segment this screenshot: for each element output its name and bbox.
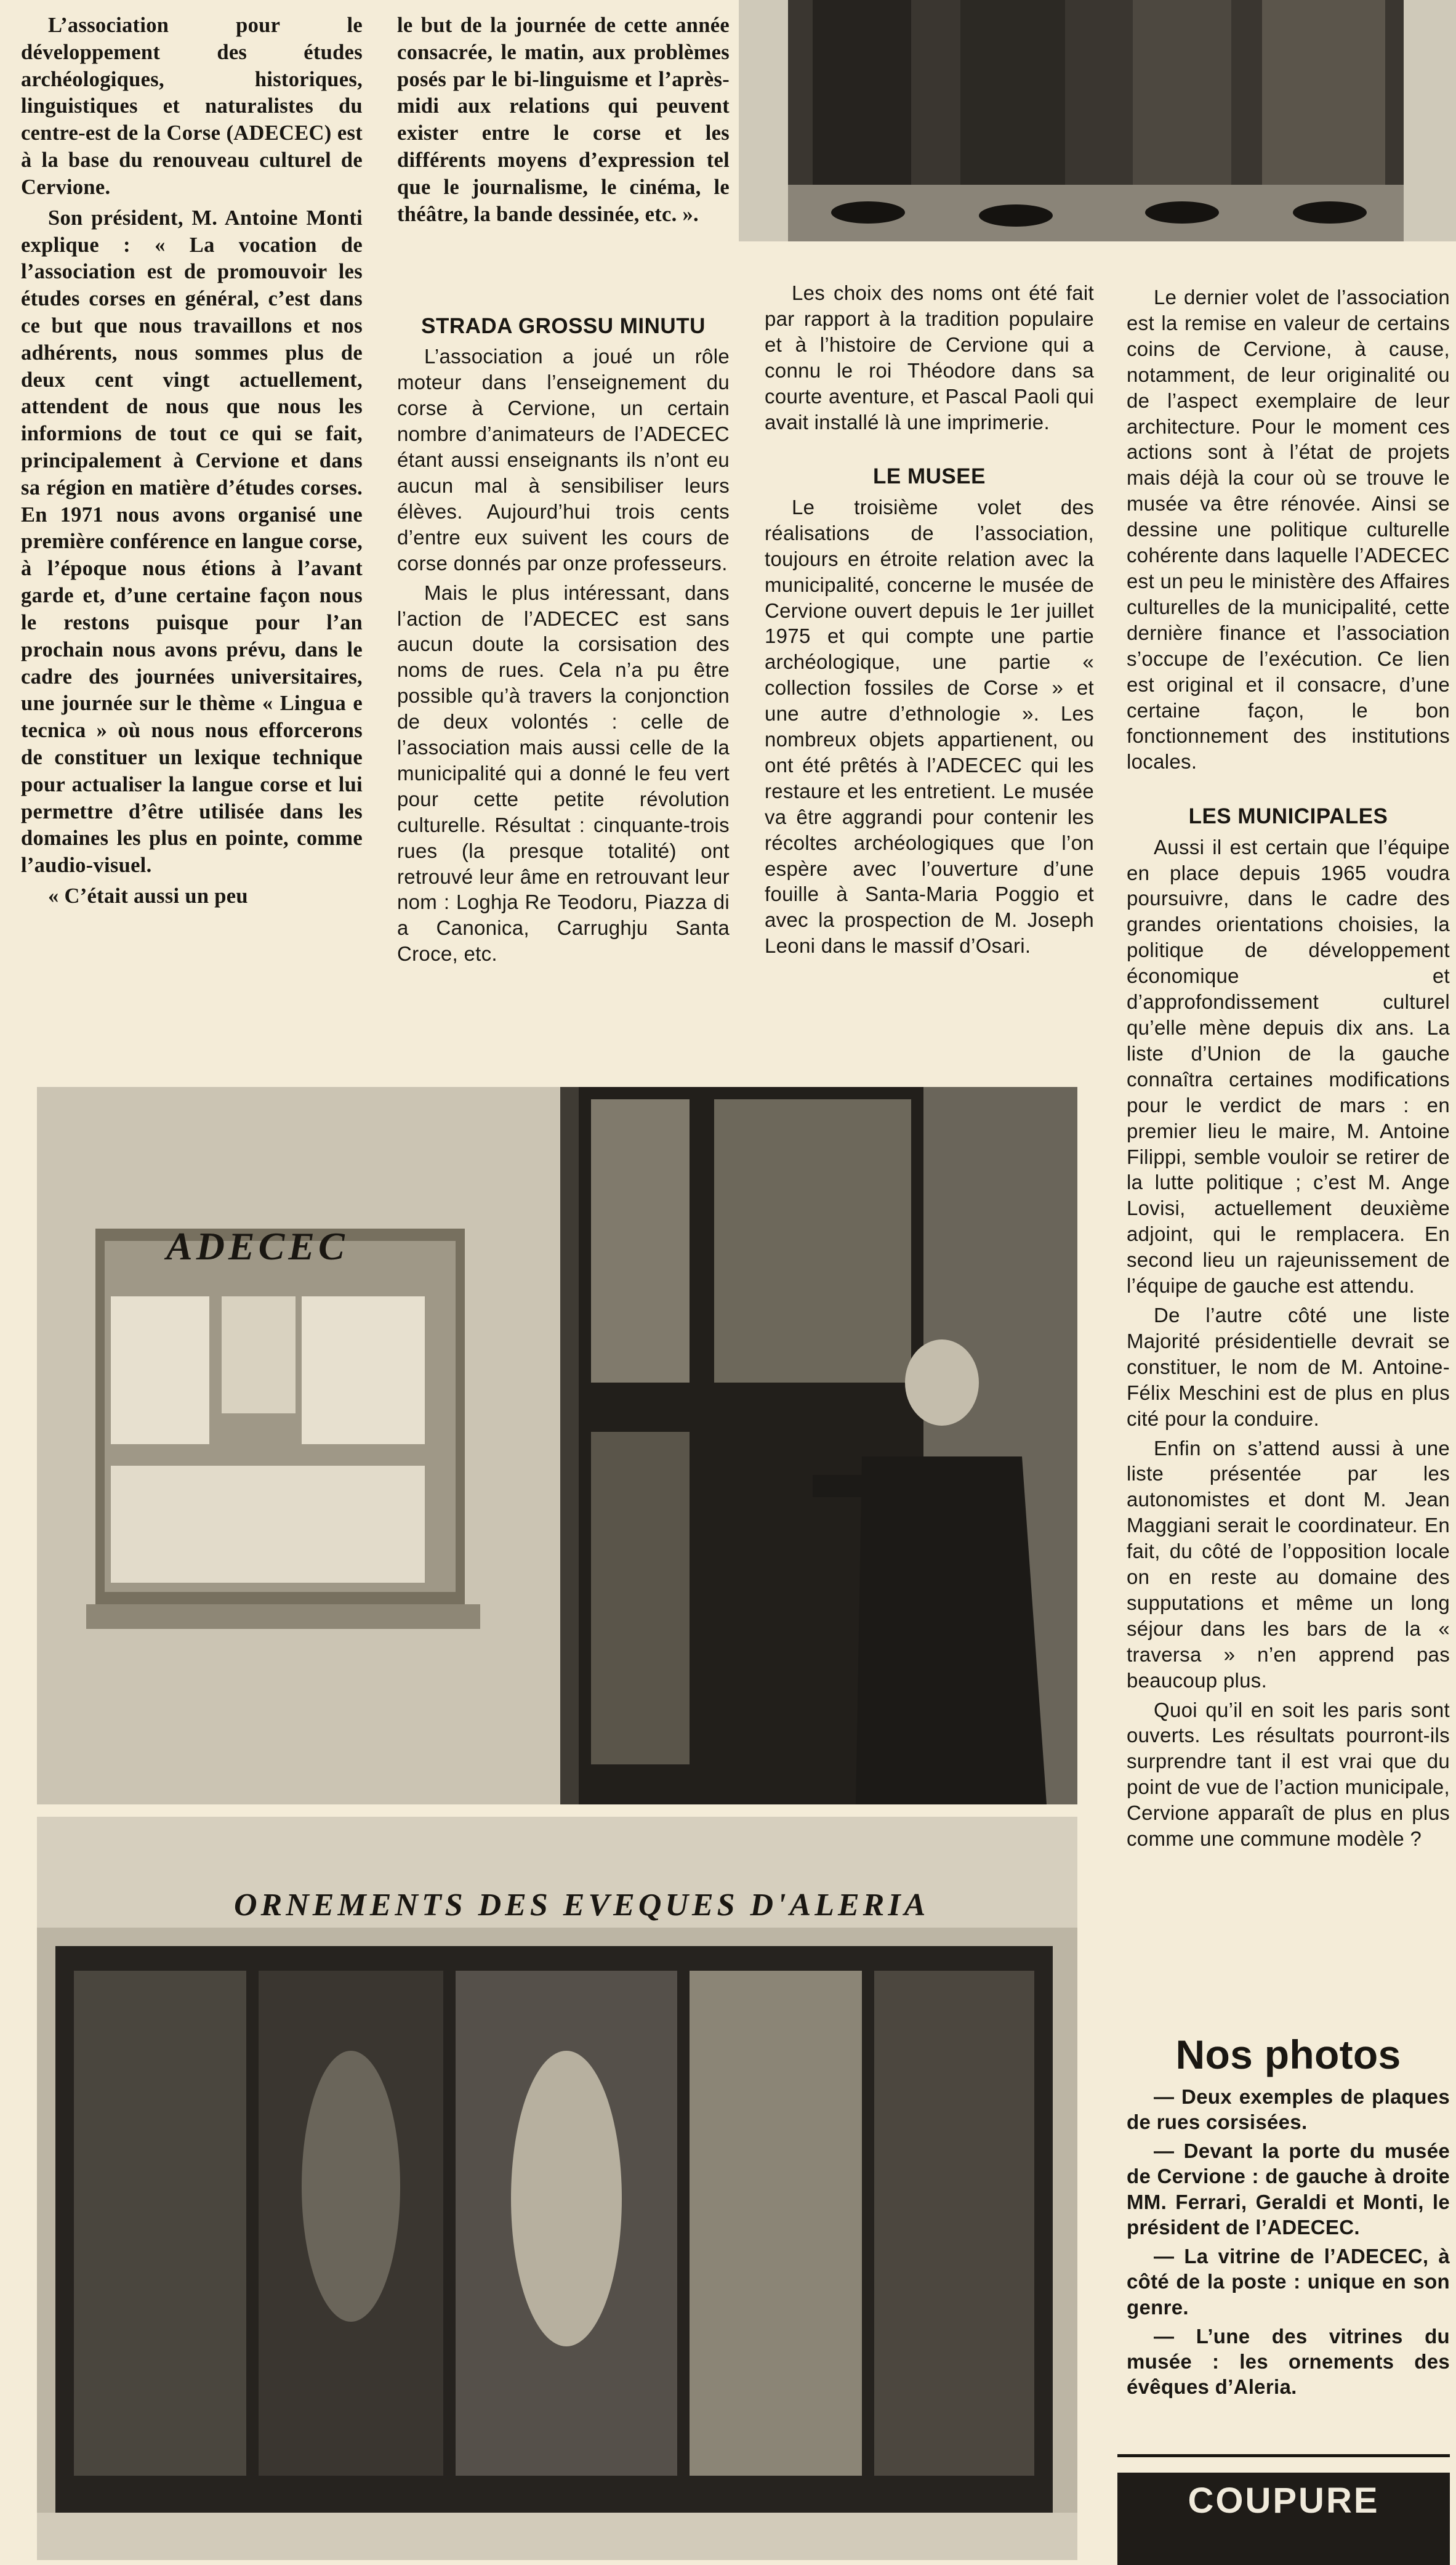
photo-adecec-display-and-door (37, 1087, 1077, 1804)
coupure-stamp: COUPURE (1117, 2473, 1450, 2565)
paragraph: Mais le plus intéressant, dans l’action de l’ADECEC est sans aucun doute la corsisation des noms de rues. Cela n’a pu être possible qu’à travers la conjonction de deux volontés : celle de l’association mais aussi celle de la municipalité qui a donné le feu vert pour cette petite révolution culturelle. Résultat : cinquante-trois rues (la presque totalité) ont retrouvé leur âme en retrouvant leur nom : Loghja Re Teodoru, Piazza di a Canonica, Carrughju Santa Croce, etc. (397, 581, 730, 966)
caption: — La vitrine de l’ADECEC, à côté de la poste : unique en son genre. (1127, 2245, 1450, 2319)
photo-vitrine-image (37, 1817, 1077, 2560)
photo-sign-adecec: ADECEC (166, 1224, 348, 1268)
section-heading-strada: STRADA GROSSU MINUTU (421, 314, 706, 338)
paragraph: Enfin on s’attend aussi à une liste présentée par les autonomistes et dont M. Jean Maggiani serait le coordinateur. En fait, du côté de l’opposition locale on en reste au domaine des supputations et même un long séjour dans les bars de la « traversa » n’en apprend pas beaucoup plus. (1127, 1436, 1450, 1692)
caption: — Devant la porte du musée de Cervione : de gauche à droite MM. Ferrari, Geraldi et Monti, le président de l’ADECEC. (1127, 2139, 1450, 2239)
section-heading-municipales: LES MUNICIPALES (1188, 804, 1388, 829)
paragraph: « C’était aussi un peu (48, 884, 248, 908)
caption: — Deux exemples de plaques de rues corsisées. (1127, 2085, 1450, 2133)
section-heading-musee: LE MUSEE (873, 464, 986, 489)
caption-divider (1117, 2454, 1450, 2457)
paragraph: Son président, M. Antoine Monti explique : « La vocation de l’association est de promouvoir les études corses en général, c’est dans ce but que nous travaillons et nos adhérents, nous sommes plus de deux cent vingt actuellement, attendent de nous que nous les informions de tout ce qui se fait, principalement à Cervione et dans sa région en matière d’études corses. En 1971 nous avons organisé une première conférence en langue corse, à l’époque nous étions à l’avant garde et, d’une certaine façon nous le restons puisque pour l’an prochain nous avons prévu, dans le cadre des journées universitaires, une journée sur le thème « Lingua e tecnica » où nous nous efforcerons de constituer un lexique technique pour actualiser la langue corse et lui permettre d’être utilisée dans les domaines les plus en pointe, comme l’audio-visuel. (21, 206, 363, 878)
photo-museum-vitrine (37, 1817, 1077, 2560)
caption: — L’une des vitrines du musée : les ornements des évêques d’Aleria. (1127, 2324, 1450, 2399)
photo-sign-vitrine: ORNEMENTS DES EVEQUES D'ALERIA (234, 1888, 930, 1923)
article-column-2-intro (397, 12, 730, 232)
paragraph: De l’autre côté une liste Majorité présidentielle devrait se constituer, le nom de M. Antoine-Félix Meschini est de plus en plus cité pour la conduire. (1127, 1303, 1450, 1430)
paragraph: Aussi il est certain que l’équipe en place depuis 1965 voudra poursuivre, dans le cadre des grandes orientations choisies, la politique de développement économique et d’approfondissement culturel qu’elle mène depuis dix ans. La liste d’Union de la gauche connaîtra certaines modifications pour le verdict de mars : en premier lieu le maire, M. Antoine Filippi, semble vouloir se retirer de la lutte politique ; c’est M. Ange Lovisi, actuellement deuxième adjoint, qui le remplacera. En second lieu un rajeunissement de l’équipe de gauche est attendu. (1127, 835, 1450, 1298)
paragraph: Le troisième volet des réalisations de l’association, toujours en étroite relation avec la municipalité, concerne le musée de Cervione ouvert depuis le 1er juillet 1975 et qui compte une partie archéologique, une partie « collection fossiles de Corse » et une autre d’ethnologie ». Les nombreux objets appartienent, ou ont été prêtés à l’ADECEC qui les restaure et les entretient. Le musée va être aggrandi pour contenir les récoltes archéologiques que l’on espère avec l’ouverture d’une fouille à Santa-Maria Poggio et avec la prospection de M. Joseph Leoni dans le massif d’Osari. (765, 495, 1094, 958)
photo-captions (1127, 2029, 1450, 2404)
photos-heading: Nos photos (1175, 2032, 1401, 2077)
paragraph: L’association pour le développement des études archéologiques, historiques, linguistiques et naturalistes du centre-est de la Corse (ADECEC) est à la base du renouveau culturel de Cervione. (21, 14, 363, 199)
paragraph: Quoi qu’il en soit les paris sont ouverts. Les résultats pourront-ils surprendre tant il est vrai que du point de vue de l’action municipale, Cervione apparaît de plus en plus comme une commune modèle ? (1127, 1698, 1450, 1851)
paragraph: Le dernier volet de l’association est la remise en valeur de certains coins de Cervione, à cause, notamment, de leur originalité ou de l’aspect exemplaire de leur architecture. Pour le moment ces actions sont à l’état de projets mais déjà la cour où se trouve le musée va être rénovée. Ainsi se dessine une politique culturelle cohérente dans laquelle l’ADECEC est un peu le ministère des Affaires culturelles de la municipalité, cette dernière finance et l’association s’occupe de l’exécution. Ce lien est original et il consacre, d’une certaine façon, le bon fonctionnement des institutions locales. (1127, 286, 1450, 774)
paragraph: le but de la journée de cette année consacrée, le matin, aux problèmes posés par le bi-linguisme et l’après-midi aux relations qui peuvent exister entre le corse et les différents moyens d’expression tel que le journalisme, le cinéma, le théâtre, la bande dessinée, etc. ». (397, 14, 730, 226)
photo-people-feet-image (739, 0, 1456, 241)
article-column-1 (21, 12, 363, 914)
paragraph: Les choix des noms ont été fait par rapport à la tradition populaire et à l’histoire de Cervione qui a connu le roi Théodore dans sa courte aventure, et Pascal Paoli qui avait installé là une imprimerie. (765, 281, 1094, 434)
paragraph: L’association a joué un rôle moteur dans l’enseignement du corse à Cervione, un certain nombre d’animateurs de l’ADECEC étant aussi enseignants ils n’ont eu aucun mal à sensibiliser leurs élèves. Aujourd’hui trois cents d’entre eux suivent les cours de corse donnés par onze professeurs. (397, 345, 730, 575)
photo-people-feet (739, 0, 1456, 241)
article-column-3 (765, 280, 1094, 963)
photo-adecec-image (37, 1087, 1077, 1804)
article-column-2 (397, 313, 730, 971)
article-column-4 (1127, 285, 1450, 1856)
